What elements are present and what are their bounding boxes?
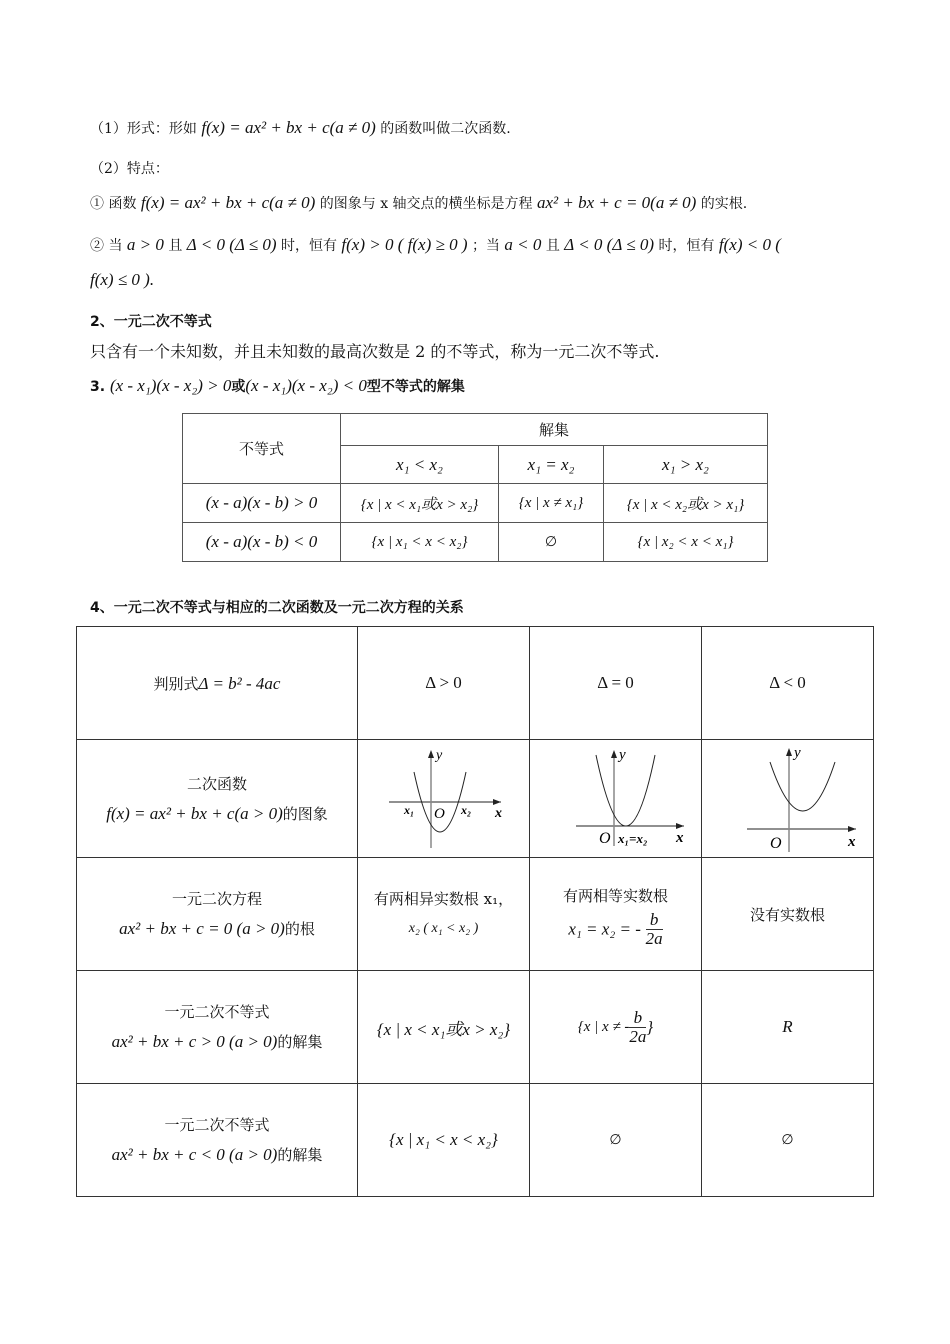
y-label: y <box>618 746 626 763</box>
x-axis-arrow-icon <box>848 826 856 832</box>
point2-cond1: a > 0 <box>126 235 164 254</box>
graph-double-root-cell <box>530 740 702 858</box>
point2-part2: 且 <box>168 238 183 254</box>
relationship-table <box>76 626 874 1197</box>
point2-res1: f(x) > 0 ( f(x) ≥ 0 ) <box>341 235 468 254</box>
point2-cond4: Δ < 0 (Δ ≤ 0) <box>564 235 654 254</box>
no-real-root-cell: 没有实数根 <box>702 858 874 971</box>
feature-point-1 <box>90 193 747 213</box>
equation-row <box>77 858 874 971</box>
root-x1-label: x₁ <box>403 802 414 817</box>
graph-label-title: 二次函数 <box>186 774 247 793</box>
inequality-gt-title: 一元二次不等式 <box>164 1003 270 1021</box>
inequality-lt-row <box>77 1084 874 1197</box>
gt-solution-all-reals: R <box>702 971 874 1084</box>
fraction <box>646 911 663 948</box>
item1-suffix: 的函数叫做二次函数. <box>380 121 511 137</box>
discriminant-row <box>77 627 874 740</box>
inequality-gt-row <box>77 971 874 1084</box>
double-root-label: x₁=x₂ <box>617 830 647 846</box>
section3-formula2: (x - x₁)(x - x₂) < 0 <box>245 376 367 395</box>
feature-point-2-cont <box>90 270 154 290</box>
section2-heading: 2、一元二次不等式 <box>90 314 212 330</box>
item1-label: （1）形式：形如 <box>90 121 197 137</box>
point2-cond2: Δ < 0 (Δ ≤ 0) <box>186 235 277 254</box>
section3-formula1: (x - x₁)(x - x₂) > 0 <box>109 376 232 395</box>
delta-positive: Δ > 0 <box>358 627 530 740</box>
equation-label-formula: ax² + bx + c = 0 (a > 0) <box>119 919 285 938</box>
point2-res2: f(x) < 0 ( <box>718 235 781 254</box>
gt-double-root-prefix: {x | x ≠ - <box>577 1018 630 1035</box>
point1-equation: ax² + bx + c = 0(a ≠ 0) <box>537 193 697 212</box>
section3-number: 3. <box>90 379 106 395</box>
x-label: x <box>675 829 683 846</box>
x-label: x <box>494 805 502 821</box>
inequality-gt-formula: ax² + bx + c > 0 (a > 0) <box>111 1032 278 1051</box>
inequality-lt-formula: ax² + bx + c < 0 (a > 0) <box>111 1145 278 1164</box>
y-axis-arrow-icon <box>611 750 617 758</box>
delta-negative: Δ < 0 <box>702 627 874 740</box>
graph-two-roots-cell <box>358 740 530 858</box>
point2-part3: 时，恒有 <box>280 238 337 254</box>
solution-cell: {x | x₁ < x < x₂} <box>341 523 499 562</box>
lt-solution-empty-set: ∅ <box>702 1084 874 1197</box>
empty-set: ∅ <box>499 523 604 562</box>
parabola-two-roots-graph <box>379 742 509 852</box>
origin-label: O <box>769 834 782 852</box>
section3-heading <box>90 376 465 396</box>
point2-part5: 且 <box>545 238 560 254</box>
equation-label-title: 一元二次方程 <box>171 890 262 908</box>
inequality-lt-title: 一元二次不等式 <box>164 1116 270 1134</box>
parabola-double-root-graph <box>546 742 686 852</box>
solution-set-table <box>182 413 768 562</box>
equation-label-suffix: 的根 <box>284 920 315 938</box>
parabola-curve <box>596 755 655 826</box>
y-axis-arrow-icon <box>786 748 792 756</box>
point1-formula: f(x) = ax² + bx + c(a ≠ 0) <box>140 193 316 212</box>
gt-double-root-suffix: } <box>646 1017 654 1036</box>
double-root-text: 有两相等实数根 <box>562 886 668 905</box>
item2-label: （2）特点： <box>90 161 169 177</box>
header-inequality: 不等式 <box>183 414 341 484</box>
graph-no-root-cell <box>702 740 874 858</box>
solution-cell: {x | x₂ < x < x₁} <box>604 523 768 562</box>
form-definition <box>90 118 511 138</box>
table-row <box>183 523 768 562</box>
gt-solution-double-root <box>530 971 702 1084</box>
table-row <box>183 484 768 523</box>
two-distinct-roots-cell <box>358 858 530 971</box>
fraction <box>629 1009 646 1046</box>
double-root-cell <box>530 858 702 971</box>
fraction-denominator: 2a <box>629 1026 647 1046</box>
point1-prefix: ① 函数 <box>90 196 137 212</box>
discriminant-formula: Δ = b² - 4ac <box>198 673 281 693</box>
parabola-curve <box>770 762 835 811</box>
equation-label-cell <box>77 858 358 971</box>
double-root-formula: x₁ = x₂ = - <box>568 919 641 938</box>
features-label <box>90 158 169 178</box>
two-distinct-roots-condition: x₂ ( x₁ < x₂ ) <box>408 921 479 936</box>
header-solution-set: 解集 <box>341 414 768 446</box>
section3-or: 或 <box>231 379 246 395</box>
inequality-gt: (x - a)(x - b) > 0 <box>183 484 341 523</box>
gt-solution-two-roots: {x | x < x₁或x > x₂} <box>358 971 530 1084</box>
inequality-gt-suffix: 的解集 <box>277 1033 323 1051</box>
fraction-numerator: b <box>646 911 663 930</box>
delta-zero: Δ = 0 <box>530 627 702 740</box>
subheader-x1-lt-x2: x₁ < x₂ <box>341 446 499 484</box>
section3-suffix: 型不等式的解集 <box>366 379 465 395</box>
quadratic-function-formula: f(x) = ax² + bx + c(a ≠ 0) <box>201 118 376 137</box>
inequality-lt: (x - a)(x - b) < 0 <box>183 523 341 562</box>
fraction-denominator: 2a <box>645 928 663 948</box>
lt-solution-empty-set: ∅ <box>530 1084 702 1197</box>
x-label: x <box>847 833 855 850</box>
graph-row <box>77 740 874 858</box>
y-axis-arrow-icon <box>428 750 434 758</box>
point2-cond3: a < 0 <box>504 235 542 254</box>
section4-heading: 4、一元二次不等式与相应的二次函数及一元二次方程的关系 <box>90 600 464 616</box>
parabola-no-root-graph <box>718 742 858 852</box>
solution-cell: {x | x < x₂或x > x₁} <box>604 484 768 523</box>
inequality-lt-suffix: 的解集 <box>277 1146 323 1164</box>
subheader-x1-eq-x2: x₁ = x₂ <box>499 446 604 484</box>
discriminant-label-cell <box>77 627 358 740</box>
subheader-x1-gt-x2: x₁ > x₂ <box>604 446 768 484</box>
inequality-lt-label-cell <box>77 1084 358 1197</box>
feature-point-2 <box>90 235 781 255</box>
solution-cell: {x | x ≠ x₁} <box>499 484 604 523</box>
point2-res2-cont: f(x) ≤ 0 ). <box>90 270 155 289</box>
graph-label-formula: f(x) = ax² + bx + c(a > 0) <box>106 803 283 823</box>
lt-solution-two-roots: {x | x₁ < x < x₂} <box>358 1084 530 1197</box>
graph-label-cell <box>77 740 358 858</box>
x-axis-arrow-icon <box>493 799 501 805</box>
y-label: y <box>435 747 442 763</box>
point1-suffix: 的实根. <box>700 196 748 212</box>
two-distinct-roots-text: 有两相异实数根 x₁， <box>373 890 514 908</box>
point2-part6: 时，恒有 <box>658 238 715 254</box>
graph-label-suffix: 的图象 <box>282 804 328 823</box>
point2-part1: ② 当 <box>90 238 123 254</box>
solution-cell: {x | x < x₁或x > x₂} <box>341 484 499 523</box>
point2-part4: ；当 <box>471 238 500 254</box>
point1-mid: 的图象与 x 轴交点的横坐标是方程 <box>319 196 533 212</box>
fraction-numerator: b <box>629 1009 646 1028</box>
root-x2-label: x₂ <box>460 802 471 817</box>
discriminant-label: 判别式 <box>153 674 199 693</box>
origin-label: O <box>433 805 445 822</box>
origin-label: O <box>598 829 611 847</box>
x-axis-arrow-icon <box>676 823 684 829</box>
section2-definition: 只含有一个未知数，并且未知数的最高次数是 2 的不等式，称为一元二次不等式. <box>90 342 660 361</box>
y-label: y <box>793 744 801 761</box>
inequality-gt-label-cell <box>77 971 358 1084</box>
